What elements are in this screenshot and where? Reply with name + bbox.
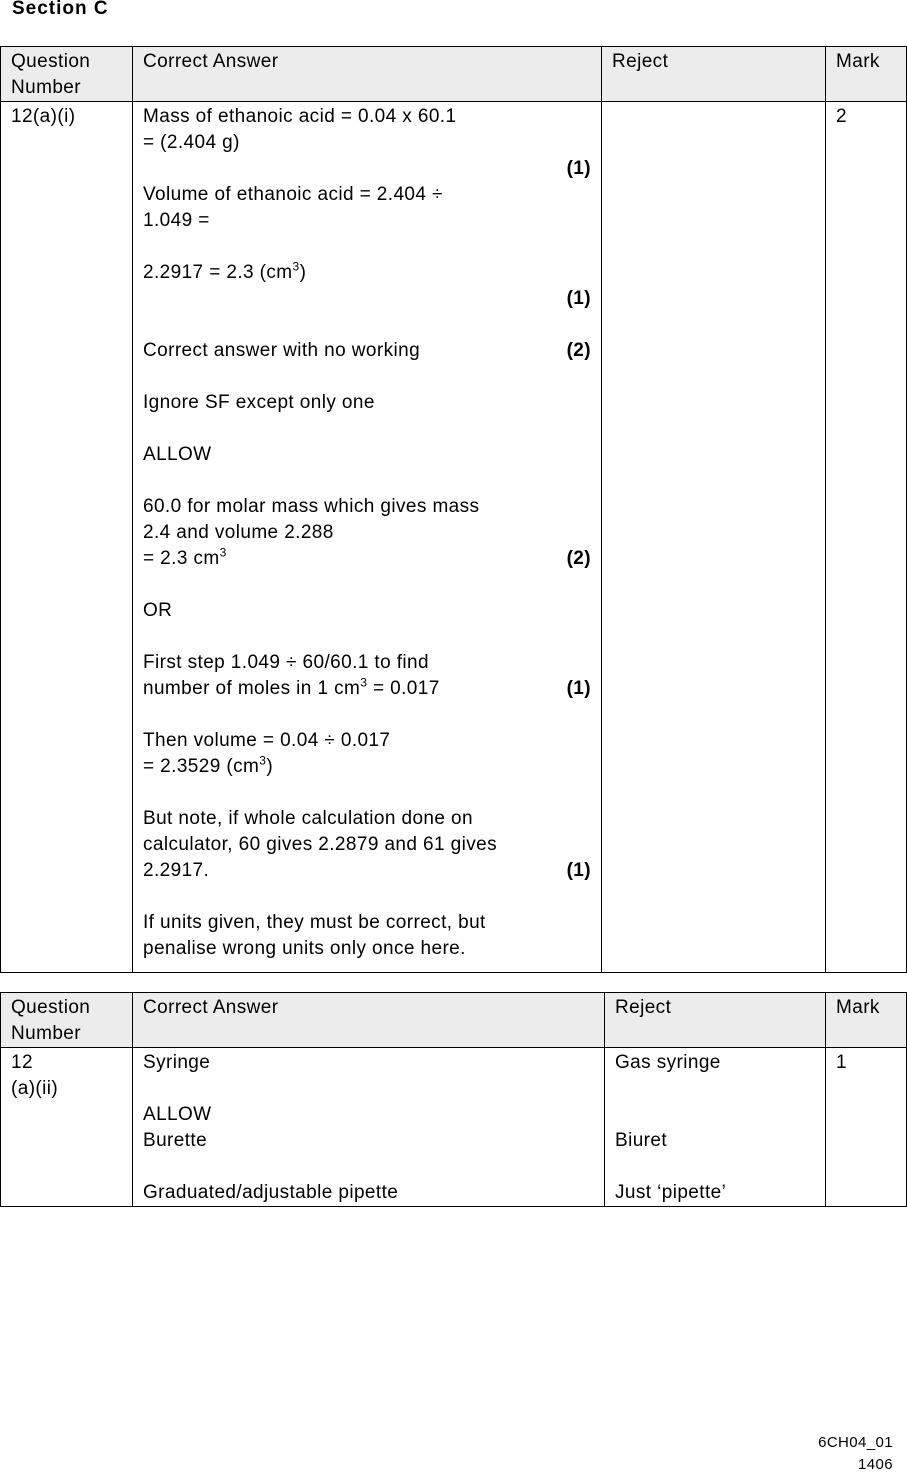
reject-cell	[605, 1048, 826, 1207]
correct-answer-cell	[133, 102, 602, 973]
answer-line: 1.049 =	[143, 210, 210, 231]
answer-line: But note, if whole calculation done on	[143, 808, 473, 829]
answer-line: ALLOW	[143, 444, 212, 465]
question-number: 12 (a)(ii)	[1, 1048, 133, 1207]
answer-line: Volume of ethanoic acid = 2.404 ÷	[143, 184, 443, 205]
answer-line: Graduated/adjustable pipette	[143, 1182, 399, 1203]
reject-cell	[602, 102, 826, 973]
table-row	[1, 102, 907, 973]
answer-line: = (2.404 g)	[143, 132, 240, 153]
answer-line: Correct answer with no working (2)	[143, 340, 591, 361]
answer-line: 2.2917. (1)	[143, 860, 591, 881]
answer-line: 2.2917 = 2.3 $(cm^3)$	[143, 259, 307, 283]
paper-code: 6CH04_01	[818, 1434, 893, 1451]
answer-line: 60.0 for molar mass which gives mass	[143, 496, 480, 517]
header-mark: Mark	[826, 47, 907, 102]
reject-line: Gas syringe	[615, 1052, 721, 1073]
paper-date: 1406	[858, 1456, 893, 1473]
mark-allocation: (1)	[566, 288, 591, 309]
mark-value: 2	[826, 102, 907, 973]
reject-line: Just ‘pipette’	[615, 1182, 727, 1203]
page-footer	[818, 1432, 893, 1476]
header-reject: Reject	[605, 993, 826, 1048]
answer-line: ALLOW	[143, 1104, 212, 1125]
answer-line: number of moles in 1 $cm^3 = 0.017$ (1)	[143, 675, 591, 699]
answer-line: OR	[143, 600, 173, 621]
mark-allocation: (1)	[566, 158, 591, 179]
answer-line: calculator, 60 gives 2.2879 and 61 gives	[143, 834, 498, 855]
answer-line: If units given, they must be correct, but	[143, 912, 486, 933]
answer-line: = 2.3529 $(cm^3)$	[143, 753, 274, 777]
answer-line: Then volume = 0.04 ÷ 0.017	[143, 730, 391, 751]
mark-scheme-table-12aii	[0, 992, 907, 1207]
answer-line: Syringe	[143, 1052, 211, 1073]
answer-line: Burette	[143, 1130, 208, 1151]
header-mark: Mark	[826, 993, 907, 1048]
answer-line: = 2.3 $cm^3$ (2)	[143, 545, 591, 569]
mark-scheme-table-12ai	[0, 46, 907, 973]
header-question-number: Question Number	[1, 47, 133, 102]
header-reject: Reject	[602, 47, 826, 102]
header-correct-answer: Correct Answer	[133, 993, 605, 1048]
table-row	[1, 1048, 907, 1207]
header-correct-answer: Correct Answer	[133, 47, 602, 102]
question-number: 12(a)(i)	[1, 102, 133, 973]
answer-line: Ignore SF except only one	[143, 392, 375, 413]
mark-value: 1	[826, 1048, 907, 1207]
answer-line: penalise wrong units only once here.	[143, 938, 466, 959]
reject-line: Biuret	[615, 1130, 668, 1151]
answer-line: 2.4 and volume 2.288	[143, 522, 334, 543]
header-question-number: Question Number	[1, 993, 133, 1048]
correct-answer-cell	[133, 1048, 605, 1207]
table-header-row	[1, 47, 907, 102]
answer-line: Mass of ethanoic acid = 0.04 x 60.1	[143, 106, 457, 127]
table-header-row	[1, 993, 907, 1048]
section-title: Section C	[12, 0, 109, 19]
answer-line: First step 1.049 ÷ 60/60.1 to find	[143, 652, 429, 673]
